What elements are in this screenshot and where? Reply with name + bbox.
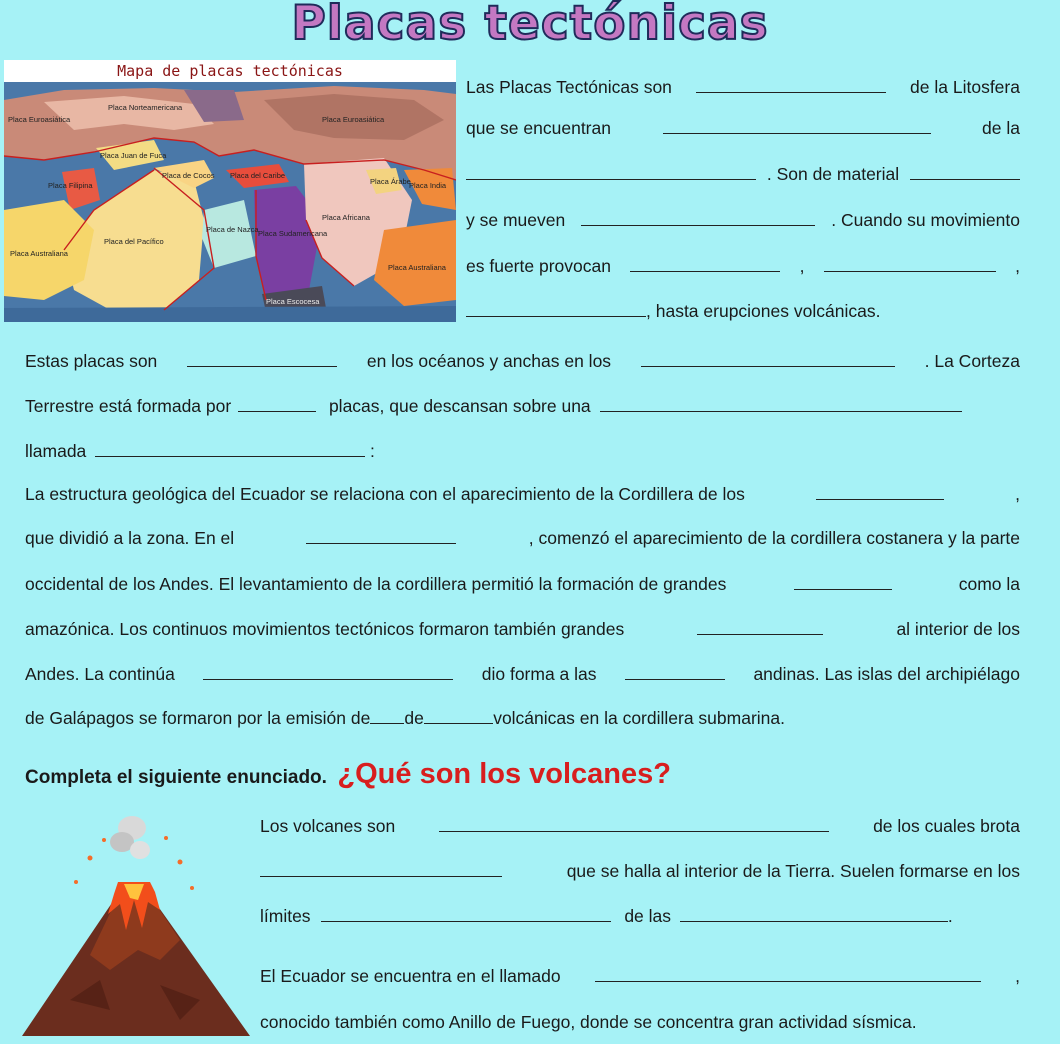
- blank[interactable]: [321, 907, 611, 922]
- question-text: ¿Qué son los volcanes?: [337, 758, 671, 790]
- text: es fuerte provocan: [466, 256, 611, 276]
- text: ,: [1015, 484, 1020, 504]
- text: de los cuales brota: [873, 816, 1020, 836]
- p1-line2: [466, 118, 1020, 139]
- p2-line3: [25, 441, 375, 462]
- blank[interactable]: [466, 302, 646, 317]
- text: El Ecuador se encuentra en el llamado: [260, 966, 561, 986]
- label-arabe: Placa Árabe: [370, 177, 411, 186]
- p4-line2: [260, 861, 1020, 882]
- label-india: Placa India: [409, 181, 447, 190]
- blank[interactable]: [439, 817, 829, 832]
- blank[interactable]: [696, 78, 886, 93]
- text: ,: [1015, 256, 1020, 276]
- p4-line4: [260, 966, 1020, 987]
- text: que se encuentran: [466, 118, 611, 138]
- p3-line4: [25, 619, 1020, 640]
- blank[interactable]: [306, 529, 456, 544]
- text: . Son de material: [766, 164, 900, 184]
- cta-heading: [25, 758, 671, 791]
- text: y se mueven: [466, 210, 566, 230]
- blank[interactable]: [424, 709, 493, 724]
- p4-line5: [260, 1012, 917, 1033]
- text: como la: [958, 574, 1020, 594]
- blank[interactable]: [680, 907, 948, 922]
- blank[interactable]: [697, 620, 823, 635]
- label-africana: Placa Africana: [322, 213, 370, 222]
- label-australiana-left: Placa Australiana: [10, 249, 68, 258]
- blank[interactable]: [595, 967, 981, 982]
- text: La estructura geológica del Ecuador se relaciona con el aparecimiento de la Cordillera de los: [25, 484, 745, 504]
- blank[interactable]: [910, 165, 1020, 180]
- text: . La Corteza: [924, 351, 1020, 371]
- label-norteamericana: Placa Norteamericana: [108, 103, 183, 112]
- text: Los volcanes son: [260, 816, 396, 836]
- p3-line2: [25, 528, 1020, 549]
- text: ,: [1015, 966, 1020, 986]
- text: . Cuando su movimiento: [831, 210, 1020, 230]
- label-juan-de-fuca: Placa Juan de Fuca: [100, 151, 167, 160]
- text: Las Placas Tectónicas son: [466, 77, 672, 97]
- p3-line1: [25, 484, 1020, 505]
- p4-line3: [260, 906, 953, 927]
- blank[interactable]: [203, 665, 453, 680]
- map-title: Mapa de placas tectónicas: [117, 62, 343, 80]
- p1-line4: [466, 210, 1020, 231]
- text: :: [370, 441, 375, 461]
- blank[interactable]: [794, 575, 892, 590]
- label-caribe: Placa del Caribe: [230, 171, 286, 180]
- blank[interactable]: [466, 165, 756, 180]
- blank[interactable]: [663, 119, 931, 134]
- text: conocido también como Anillo de Fuego, donde se concentra gran actividad sísmica.: [260, 1012, 917, 1032]
- label-filipina: Placa Filipina: [48, 181, 93, 190]
- page-title: Placas tectónicas: [291, 0, 769, 51]
- text: de Galápagos se formaron por la emisión de: [25, 708, 371, 728]
- blank[interactable]: [238, 397, 316, 412]
- label-escocesa: Placa Escocesa: [266, 297, 320, 306]
- text: en los océanos y anchas en los: [366, 351, 612, 371]
- text: al interior de los: [896, 619, 1020, 639]
- blank[interactable]: [370, 709, 404, 724]
- label-sudamericana: Placa Sudamericana: [258, 229, 328, 238]
- text: que dividió a la zona. En el: [25, 528, 235, 548]
- text: dio forma a las: [481, 664, 597, 684]
- text: , comenzó el aparecimiento de la cordillera costanera y la parte: [528, 528, 1020, 548]
- blank[interactable]: [625, 665, 725, 680]
- p3-line5: [25, 664, 1020, 685]
- text: de las: [624, 906, 672, 926]
- blank[interactable]: [824, 257, 996, 272]
- blank[interactable]: [187, 352, 337, 367]
- volcano-illustration: [10, 810, 255, 1040]
- p1-line6: [466, 301, 880, 322]
- text: amazónica. Los continuos movimientos tectónicos formaron también grandes: [25, 619, 625, 639]
- label-pacifico: Placa del Pacífico: [104, 237, 164, 246]
- text: , hasta erupciones volcánicas.: [646, 301, 881, 321]
- text: Terrestre está formada por: [25, 396, 232, 416]
- p3-line6: [25, 708, 785, 729]
- text: de la: [982, 118, 1020, 138]
- text: ,: [799, 256, 805, 276]
- p2-line2: [25, 396, 962, 417]
- label-nazca: Placa de Nazca: [206, 225, 259, 234]
- blank[interactable]: [260, 862, 502, 877]
- text: andinas. Las islas del archipiélago: [753, 664, 1020, 684]
- text: Estas placas son: [25, 351, 158, 371]
- text: de la Litosfera: [910, 77, 1020, 97]
- text: de: [404, 708, 424, 728]
- p3-line3: [25, 574, 1020, 595]
- text: límites: [260, 906, 311, 926]
- blank[interactable]: [816, 485, 944, 500]
- map-graphic: [4, 60, 456, 322]
- tectonic-plates-map: [4, 60, 456, 322]
- text: placas, que descansan sobre una: [328, 396, 591, 416]
- instruction-text: Completa el siguiente enunciado.: [25, 767, 327, 788]
- blank[interactable]: [95, 442, 365, 457]
- blank[interactable]: [641, 352, 895, 367]
- blank[interactable]: [581, 211, 815, 226]
- p2-line1: [25, 351, 1020, 372]
- text: occidental de los Andes. El levantamiento de la cordillera permitió la formación de grandes: [25, 574, 727, 594]
- p1-line5: [466, 256, 1020, 277]
- blank[interactable]: [600, 397, 962, 412]
- label-euroasiatica-left: Placa Euroasiática: [8, 115, 71, 124]
- label-euroasiatica-right: Placa Euroasiática: [322, 115, 385, 124]
- text: volcánicas en la cordillera submarina.: [493, 708, 785, 728]
- text: que se halla al interior de la Tierra. Suelen formarse en los: [566, 861, 1020, 881]
- text: .: [947, 906, 953, 926]
- text: Andes. La continúa: [25, 664, 175, 684]
- label-australiana-right: Placa Australiana: [388, 263, 446, 272]
- p4-line1: [260, 816, 1020, 837]
- blank[interactable]: [630, 257, 780, 272]
- p1-line3: [466, 164, 1020, 185]
- p1-line1: [466, 77, 1020, 98]
- text: llamada: [25, 441, 87, 461]
- label-cocos: Placa de Cocos: [162, 171, 215, 180]
